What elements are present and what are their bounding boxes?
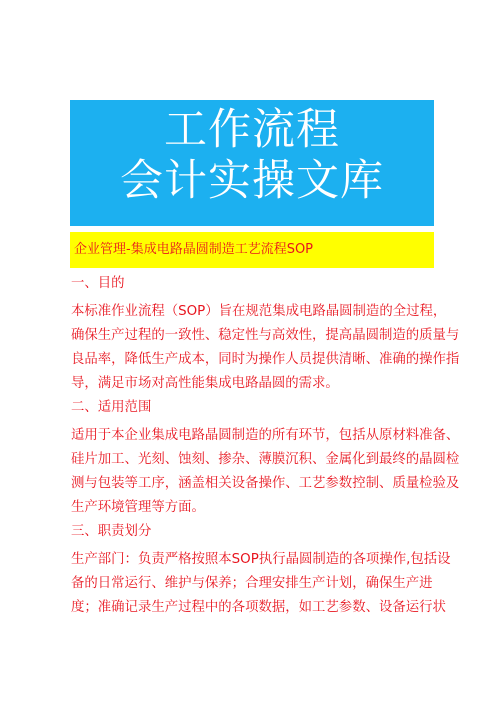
purpose-line: 导，满足市场对高性能集成电路晶圆的需求。 <box>71 376 339 391</box>
scope-line: 适用于本企业集成电路晶圆制造的所有环节，包括从原材料准备、 <box>71 428 460 443</box>
scope-line: 硅片加工、光刻、蚀刻、掺杂、薄膜沉积、金属化到最终的晶圆检 <box>71 452 460 467</box>
document-subtitle: 企业管理-集成电路晶圆制造工艺流程SOP <box>74 242 314 257</box>
banner-title-line2: 会计实操文库 <box>120 156 384 206</box>
scope-line: 测与包装等工序，涵盖相关设备操作、工艺参数控制、质量检验及 <box>71 476 460 491</box>
section-heading-purpose: 一、目的 <box>71 276 125 291</box>
responsibility-line: 生产部门：负责严格按照本SOP执行晶圆制造的各项操作,包括设 <box>71 552 451 567</box>
purpose-line: 确保生产过程的一致性、稳定性与高效性，提高晶圆制造的质量与 <box>71 328 460 343</box>
section-heading-scope: 二、适用范围 <box>71 400 152 415</box>
title-banner <box>70 100 434 226</box>
responsibility-line: 备的日常运行、维护与保养；合理安排生产计划，确保生产进 <box>71 576 433 591</box>
purpose-line: 良品率，降低生产成本，同时为操作人员提供清晰、准确的操作指 <box>71 352 460 367</box>
purpose-line: 本标准作业流程（SOP）旨在规范集成电路晶圆制造的全过程， <box>71 304 447 319</box>
section-heading-responsibility: 三、职责划分 <box>71 524 152 539</box>
document-body <box>71 272 460 620</box>
responsibility-line: 度；准确记录生产过程中的各项数据，如工艺参数、设备运行状 <box>71 600 446 615</box>
scope-line: 生产环境管理等方面。 <box>71 500 205 515</box>
subtitle-bar <box>70 232 434 268</box>
banner-title-line1: 工作流程 <box>164 105 340 155</box>
